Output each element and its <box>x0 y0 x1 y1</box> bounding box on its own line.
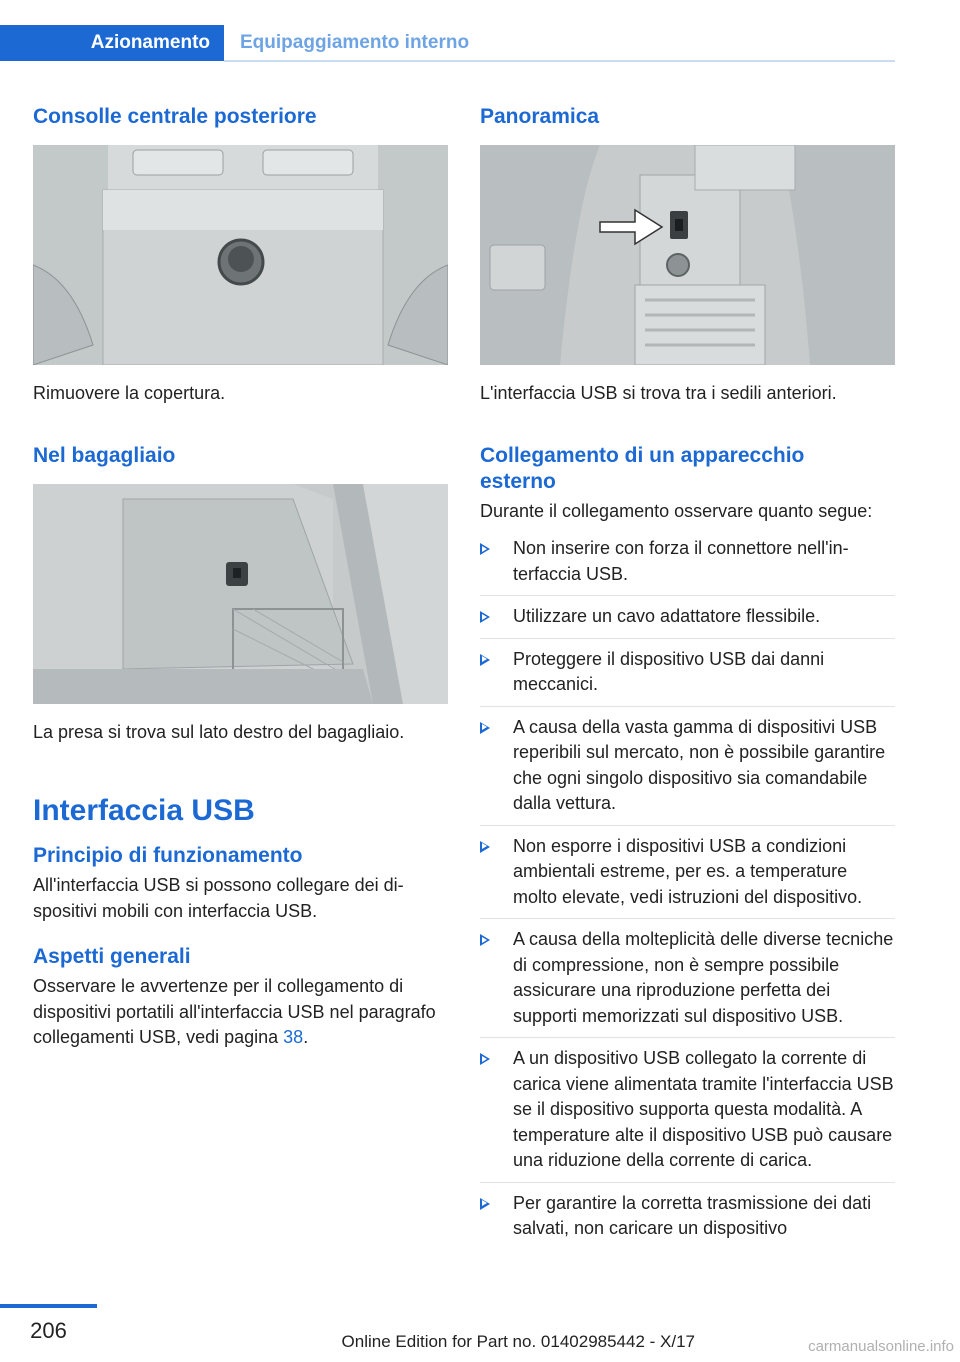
heading-rear-console: Consolle centrale posteriore <box>33 105 317 128</box>
edition-note: Online Edition for Part no. 01402985442 - X/17 <box>341 1332 695 1351</box>
text-connection-intro: Durante il collegamento osservare quanto segue: <box>480 500 873 521</box>
heading-connection: Collegamento di un apparecchio esterno <box>480 443 805 493</box>
triangle-bullet-icon <box>480 611 490 623</box>
triangle-bullet-icon <box>480 934 490 946</box>
figure-trunk <box>33 484 448 704</box>
footer-rule <box>0 1304 97 1308</box>
triangle-bullet-icon <box>480 654 490 666</box>
triangle-bullet-icon <box>480 841 490 853</box>
heading-overview: Panoramica <box>480 105 600 128</box>
heading-principle: Principio di funzionamento <box>33 844 303 867</box>
caption-overview: L'interfaccia USB si trova tra i sedili anteriori. <box>480 383 837 403</box>
section-tab[interactable]: Equipaggiamento interno <box>240 32 470 53</box>
heading-general: Aspetti generali <box>33 945 191 968</box>
running-header <box>0 25 895 63</box>
text-general <box>33 974 448 1051</box>
caption-trunk: La presa si trova sul lato destro del bagagliaio. <box>33 721 405 742</box>
page-number: 206 <box>30 1318 67 1343</box>
text-general-body: Osservare le avvertenze per il collegamento di dispositivi portatili all'interfaccia USB nel paragrafo collegamenti USB, vedi pagina <box>33 976 436 1047</box>
watermark: carmanualsonline.info <box>808 1338 954 1355</box>
title-usb-interface: Interfaccia USB <box>33 794 255 827</box>
triangle-bullet-icon <box>480 543 490 555</box>
list-item: Non inserire con forza il connettore nell'interfaccia USB. <box>480 536 895 596</box>
list-item: Utilizzare un cavo adattatore flessibile. <box>480 604 895 639</box>
chapter-tab-active[interactable]: Azionamento <box>0 25 224 61</box>
text-general-end: . <box>303 1027 309 1047</box>
triangle-bullet-icon <box>480 1198 490 1210</box>
figure-rear-console <box>33 145 448 365</box>
figure-overview <box>480 145 895 365</box>
page-link-38[interactable]: 38 <box>283 1027 304 1047</box>
list-item: Non esporre i dispositivi USB a condizioni ambientali estreme, per es. a temperature molto elevate, vedi istruzioni del dispositivo. <box>480 834 895 920</box>
list-item: A causa della vasta gamma di dispositivi USB reperibili sul mercato, non è possibile garantire che ogni singolo dispositivo sia comandabile dalla vettura. <box>480 715 895 826</box>
triangle-bullet-icon <box>480 1053 490 1065</box>
triangle-bullet-icon <box>480 722 490 734</box>
heading-trunk: Nel bagagliaio <box>33 443 176 467</box>
header-rule <box>224 60 895 62</box>
left-column <box>33 100 448 1051</box>
caption-rear-console: Rimuovere la copertura. <box>33 383 226 403</box>
text-principle: All'interfaccia USB si possono collegare dei dispositivi mobili con interfaccia USB. <box>33 875 404 921</box>
list-item: Proteggere il dispositivo USB dai danni meccanici. <box>480 647 895 707</box>
right-column <box>480 100 895 1258</box>
list-item: A causa della molteplicità delle diverse tecniche di compressione, non è sempre possibile assicurare una riproduzione perfetta dei supporti memorizzati sul dispositivo USB. <box>480 927 895 1038</box>
list-item: A un dispositivo USB collegato la corrente di carica viene alimentata tramite l'interfaccia USB se il dispositivo supporta questa modalità. A temperature alte il dispositivo USB può causare una riduzione della corrente di carica. <box>480 1046 895 1183</box>
list-item: Per garantire la corretta trasmissione dei dati salvati, non caricare un dispositivo <box>480 1191 895 1250</box>
connection-list <box>480 536 895 1250</box>
